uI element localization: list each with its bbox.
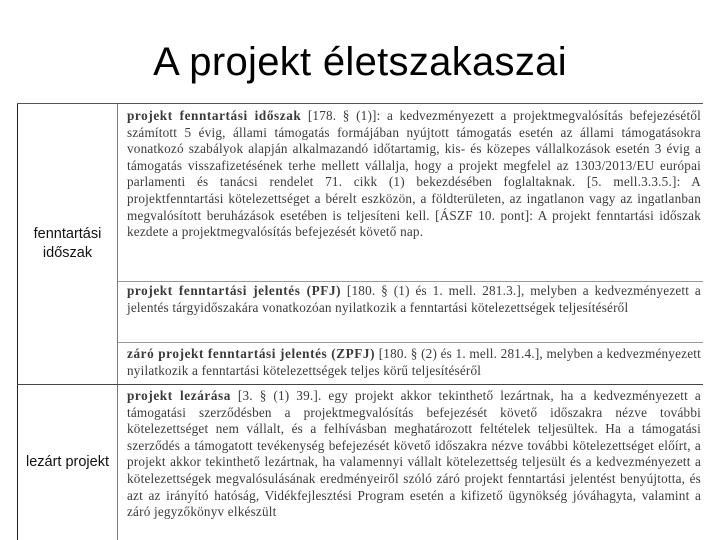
definition-term: projekt fenntartási időszak <box>127 108 302 123</box>
definition-term: projekt fenntartási jelentés (PFJ) <box>127 283 342 298</box>
entry-divider <box>118 342 703 343</box>
definition-text: [178. § (1)]: a kedvezményezett a projektmegvalósítás befejezésétől számított 5 évig, állami támogatás formájában nyújtott támogatás esetén az állami támogatásokra vonatkozó szabályok alapján alkalmazandó időtartamig, kis- és közepes vállalkozások esetén 3 évig a támogatás visszafizetésének terhe mellett vállalja, hogy a projekt megfelel az 1303/2013/EU európai parlamenti és tanácsi rendelet 71. cikk (1) bekezdésében foglaltaknak. [5. mell.3.3.5.]: A projektfenntartási kötelezettséget a bérelt eszközön, a földterületen, az ingatlanon vagy az ingatlanban megvalósított beruházások esetében is teljesíteni kell. [ÁSZF 10. pont]: A projekt fenntartási időszak kezdete a projektmegvalósítás befejezését követő nap. <box>127 108 701 240</box>
slide-title: A projekt életszakaszai <box>153 40 567 84</box>
row-label-line: lezárt projekt <box>25 454 109 470</box>
table-column-divider <box>117 103 118 540</box>
definition-text: [180. § (1) és 1. mell. 281.3.], melyben a kedvezményezett a jelentés tárgyidőszakára vonatkozóan nyilatkozik a fenntartási kötelezettségek teljesítéséről <box>127 283 701 315</box>
definition-text: [180. § (2) és 1. mell. 281.4.], melyben a kedvezményezett nyilatkozik a fenntartási kötelezettségek teljes körű teljesítéséről <box>127 346 701 378</box>
definition-entry <box>127 346 701 379</box>
row-label-fenntartasi-idoszak <box>18 103 117 384</box>
definition-entry <box>127 388 701 521</box>
definition-term: záró projekt fenntartási jelentés (ZPFJ) <box>127 346 376 361</box>
row-divider <box>17 384 703 385</box>
definition-entry <box>127 283 701 316</box>
definitions-table <box>17 103 703 540</box>
definition-term: projekt lezárása <box>127 388 231 403</box>
definition-text: [3. § (1) 39.]. egy projekt akkor tekinthető lezártnak, ha a kedvezményezett a támogatási szerződésben a projektmegvalósítás befejezését követő időszakra nézve további kötelezettséget nem vállalt, és a felhívásban meghatározott feltételek teljesültek. Ha a támogatási szerződés a támogatott tevékenység befejezését követő időszakra nézve további kötelezettséget előírt, a projekt akkor tekinthető lezártnak, ha valamennyi vállalt kötelezettség teljesült és a kedvezményezett a kötelezettségek megvalósulásának eredményeiről szóló záró projekt fenntartási jelentést benyújtotta, és azt az irányító hatóság, Vidékfejlesztési Program esetén a kifizető ügynökség jóváhagyta, valamint a záró jegyzőkönyv elkészült <box>127 388 701 520</box>
entry-divider <box>118 281 703 282</box>
row-label-line: fenntartási <box>33 225 102 242</box>
table-top-border <box>17 103 703 104</box>
definition-entry <box>127 108 701 241</box>
row-label-line: időszak <box>42 244 93 261</box>
row-label-lezart-projekt <box>18 385 117 540</box>
